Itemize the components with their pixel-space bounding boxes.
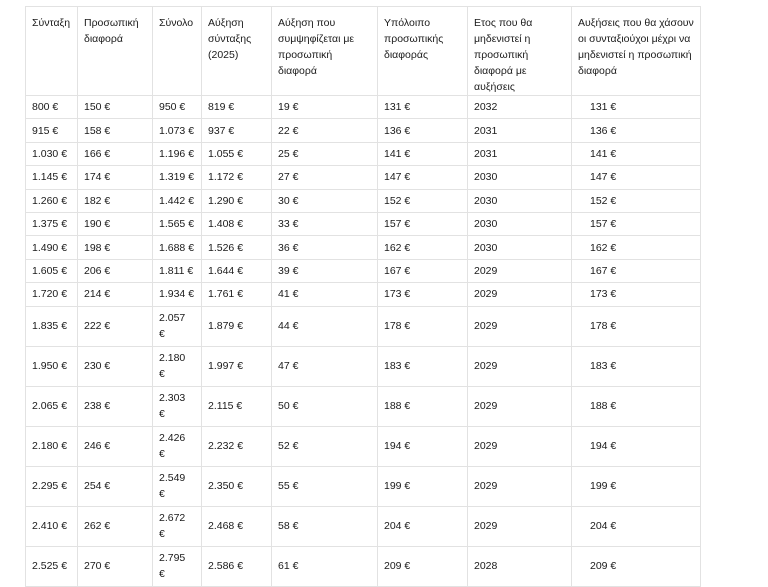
cell-pension: 2.180 € xyxy=(26,426,78,466)
cell-zero-year: 2030 xyxy=(468,212,572,235)
cell-offset-increase: 19 € xyxy=(272,96,378,119)
cell-pension-increase: 1.526 € xyxy=(202,236,272,259)
table-row xyxy=(26,546,701,586)
cell-zero-year: 2030 xyxy=(468,166,572,189)
cell-offset-increase: 36 € xyxy=(272,236,378,259)
table-row xyxy=(26,166,701,189)
cell-offset-increase: 55 € xyxy=(272,466,378,506)
cell-pension: 1.605 € xyxy=(26,259,78,282)
table-row xyxy=(26,259,701,282)
cell-remaining-difference: 199 € xyxy=(378,466,468,506)
cell-pension-increase: 819 € xyxy=(202,96,272,119)
header-total: Σύνολο xyxy=(153,7,202,96)
cell-personal-difference: 198 € xyxy=(78,236,153,259)
cell-remaining-difference: 194 € xyxy=(378,426,468,466)
table-row xyxy=(26,189,701,212)
cell-offset-increase: 44 € xyxy=(272,306,378,346)
header-offset-increase: Αύξηση που συμψηφίζεται με προσωπική διαφορά xyxy=(272,7,378,96)
cell-remaining-difference: 173 € xyxy=(378,283,468,306)
table-row xyxy=(26,506,701,546)
cell-lost-increases: 173 € xyxy=(572,283,701,306)
cell-pension-increase: 1.879 € xyxy=(202,306,272,346)
table-row xyxy=(26,212,701,235)
cell-pension-increase: 1.644 € xyxy=(202,259,272,282)
cell-offset-increase: 22 € xyxy=(272,119,378,142)
cell-lost-increases: 152 € xyxy=(572,189,701,212)
table-row xyxy=(26,96,701,119)
cell-pension-increase: 1.055 € xyxy=(202,142,272,165)
table-row xyxy=(26,283,701,306)
cell-remaining-difference: 162 € xyxy=(378,236,468,259)
cell-offset-increase: 30 € xyxy=(272,189,378,212)
table-body xyxy=(26,96,701,587)
cell-personal-difference: 270 € xyxy=(78,546,153,586)
cell-lost-increases: 162 € xyxy=(572,236,701,259)
cell-remaining-difference: 141 € xyxy=(378,142,468,165)
cell-lost-increases: 131 € xyxy=(572,96,701,119)
table-row xyxy=(26,306,701,346)
cell-pension-increase: 2.586 € xyxy=(202,546,272,586)
cell-remaining-difference: 131 € xyxy=(378,96,468,119)
cell-personal-difference: 254 € xyxy=(78,466,153,506)
cell-zero-year: 2030 xyxy=(468,189,572,212)
cell-zero-year: 2029 xyxy=(468,466,572,506)
cell-total: 2.795 € xyxy=(153,546,202,586)
cell-total: 1.688 € xyxy=(153,236,202,259)
cell-zero-year: 2029 xyxy=(468,386,572,426)
cell-offset-increase: 52 € xyxy=(272,426,378,466)
cell-pension: 2.295 € xyxy=(26,466,78,506)
cell-pension-increase: 2.232 € xyxy=(202,426,272,466)
cell-pension-increase: 1.172 € xyxy=(202,166,272,189)
table-row xyxy=(26,142,701,165)
cell-pension-increase: 1.290 € xyxy=(202,189,272,212)
cell-personal-difference: 262 € xyxy=(78,506,153,546)
cell-total: 2.549 € xyxy=(153,466,202,506)
cell-remaining-difference: 178 € xyxy=(378,306,468,346)
cell-personal-difference: 230 € xyxy=(78,346,153,386)
cell-zero-year: 2032 xyxy=(468,96,572,119)
cell-remaining-difference: 152 € xyxy=(378,189,468,212)
cell-total: 1.934 € xyxy=(153,283,202,306)
cell-personal-difference: 190 € xyxy=(78,212,153,235)
cell-personal-difference: 222 € xyxy=(78,306,153,346)
cell-offset-increase: 25 € xyxy=(272,142,378,165)
cell-lost-increases: 188 € xyxy=(572,386,701,426)
cell-personal-difference: 246 € xyxy=(78,426,153,466)
cell-lost-increases: 141 € xyxy=(572,142,701,165)
cell-total: 2.057 € xyxy=(153,306,202,346)
cell-personal-difference: 150 € xyxy=(78,96,153,119)
cell-total: 2.303 € xyxy=(153,386,202,426)
cell-offset-increase: 50 € xyxy=(272,386,378,426)
cell-personal-difference: 182 € xyxy=(78,189,153,212)
cell-pension-increase: 1.761 € xyxy=(202,283,272,306)
header-pension-increase-2025: Αύξηση σύνταξης (2025) xyxy=(202,7,272,96)
cell-zero-year: 2029 xyxy=(468,506,572,546)
cell-lost-increases: 183 € xyxy=(572,346,701,386)
cell-personal-difference: 166 € xyxy=(78,142,153,165)
cell-offset-increase: 47 € xyxy=(272,346,378,386)
cell-zero-year: 2028 xyxy=(468,546,572,586)
cell-zero-year: 2029 xyxy=(468,426,572,466)
cell-remaining-difference: 204 € xyxy=(378,506,468,546)
cell-pension: 1.260 € xyxy=(26,189,78,212)
cell-pension-increase: 2.115 € xyxy=(202,386,272,426)
table-header-row xyxy=(26,7,701,96)
cell-lost-increases: 178 € xyxy=(572,306,701,346)
cell-lost-increases: 136 € xyxy=(572,119,701,142)
cell-remaining-difference: 136 € xyxy=(378,119,468,142)
cell-lost-increases: 204 € xyxy=(572,506,701,546)
cell-offset-increase: 33 € xyxy=(272,212,378,235)
cell-pension-increase: 1.408 € xyxy=(202,212,272,235)
cell-remaining-difference: 157 € xyxy=(378,212,468,235)
table-row xyxy=(26,119,701,142)
cell-total: 1.319 € xyxy=(153,166,202,189)
pension-table-container xyxy=(25,6,700,587)
table-row xyxy=(26,426,701,466)
cell-lost-increases: 209 € xyxy=(572,546,701,586)
header-remaining-difference: Υπόλοιπο προσωπικής διαφοράς xyxy=(378,7,468,96)
cell-pension-increase: 2.468 € xyxy=(202,506,272,546)
cell-offset-increase: 27 € xyxy=(272,166,378,189)
cell-pension: 1.490 € xyxy=(26,236,78,259)
cell-pension: 1.950 € xyxy=(26,346,78,386)
cell-offset-increase: 41 € xyxy=(272,283,378,306)
cell-zero-year: 2030 xyxy=(468,236,572,259)
cell-offset-increase: 61 € xyxy=(272,546,378,586)
pension-table xyxy=(25,6,701,587)
cell-offset-increase: 39 € xyxy=(272,259,378,282)
header-lost-increases: Αυξήσεις που θα χάσουν οι συνταξιούχοι μέχρι να μηδενιστεί η προσωπική διαφορά xyxy=(572,7,701,96)
header-pension: Σύνταξη xyxy=(26,7,78,96)
cell-total: 1.565 € xyxy=(153,212,202,235)
cell-remaining-difference: 167 € xyxy=(378,259,468,282)
cell-personal-difference: 206 € xyxy=(78,259,153,282)
table-row xyxy=(26,466,701,506)
cell-zero-year: 2029 xyxy=(468,259,572,282)
cell-zero-year: 2031 xyxy=(468,142,572,165)
cell-pension: 915 € xyxy=(26,119,78,142)
cell-total: 2.180 € xyxy=(153,346,202,386)
cell-total: 1.811 € xyxy=(153,259,202,282)
cell-zero-year: 2029 xyxy=(468,306,572,346)
cell-pension-increase: 1.997 € xyxy=(202,346,272,386)
cell-total: 1.196 € xyxy=(153,142,202,165)
cell-pension: 1.145 € xyxy=(26,166,78,189)
cell-pension: 1.720 € xyxy=(26,283,78,306)
cell-total: 2.672 € xyxy=(153,506,202,546)
header-personal-difference: Προσωπική διαφορά xyxy=(78,7,153,96)
cell-pension: 2.525 € xyxy=(26,546,78,586)
cell-zero-year: 2029 xyxy=(468,283,572,306)
cell-pension-increase: 937 € xyxy=(202,119,272,142)
cell-zero-year: 2031 xyxy=(468,119,572,142)
cell-total: 1.073 € xyxy=(153,119,202,142)
header-zero-year: Ετος που θα μηδενιστεί η προσωπική διαφορά με αυξήσεις xyxy=(468,7,572,96)
cell-pension-increase: 2.350 € xyxy=(202,466,272,506)
cell-lost-increases: 167 € xyxy=(572,259,701,282)
cell-offset-increase: 58 € xyxy=(272,506,378,546)
cell-pension: 2.065 € xyxy=(26,386,78,426)
cell-personal-difference: 174 € xyxy=(78,166,153,189)
cell-zero-year: 2029 xyxy=(468,346,572,386)
cell-pension: 1.375 € xyxy=(26,212,78,235)
table-row xyxy=(26,386,701,426)
cell-lost-increases: 194 € xyxy=(572,426,701,466)
cell-total: 2.426 € xyxy=(153,426,202,466)
cell-total: 950 € xyxy=(153,96,202,119)
cell-pension: 1.030 € xyxy=(26,142,78,165)
cell-pension: 2.410 € xyxy=(26,506,78,546)
cell-remaining-difference: 183 € xyxy=(378,346,468,386)
cell-pension: 800 € xyxy=(26,96,78,119)
cell-remaining-difference: 209 € xyxy=(378,546,468,586)
cell-personal-difference: 238 € xyxy=(78,386,153,426)
cell-personal-difference: 214 € xyxy=(78,283,153,306)
table-row xyxy=(26,236,701,259)
table-row xyxy=(26,346,701,386)
cell-remaining-difference: 147 € xyxy=(378,166,468,189)
cell-lost-increases: 199 € xyxy=(572,466,701,506)
cell-total: 1.442 € xyxy=(153,189,202,212)
cell-lost-increases: 157 € xyxy=(572,212,701,235)
cell-personal-difference: 158 € xyxy=(78,119,153,142)
cell-remaining-difference: 188 € xyxy=(378,386,468,426)
cell-pension: 1.835 € xyxy=(26,306,78,346)
cell-lost-increases: 147 € xyxy=(572,166,701,189)
